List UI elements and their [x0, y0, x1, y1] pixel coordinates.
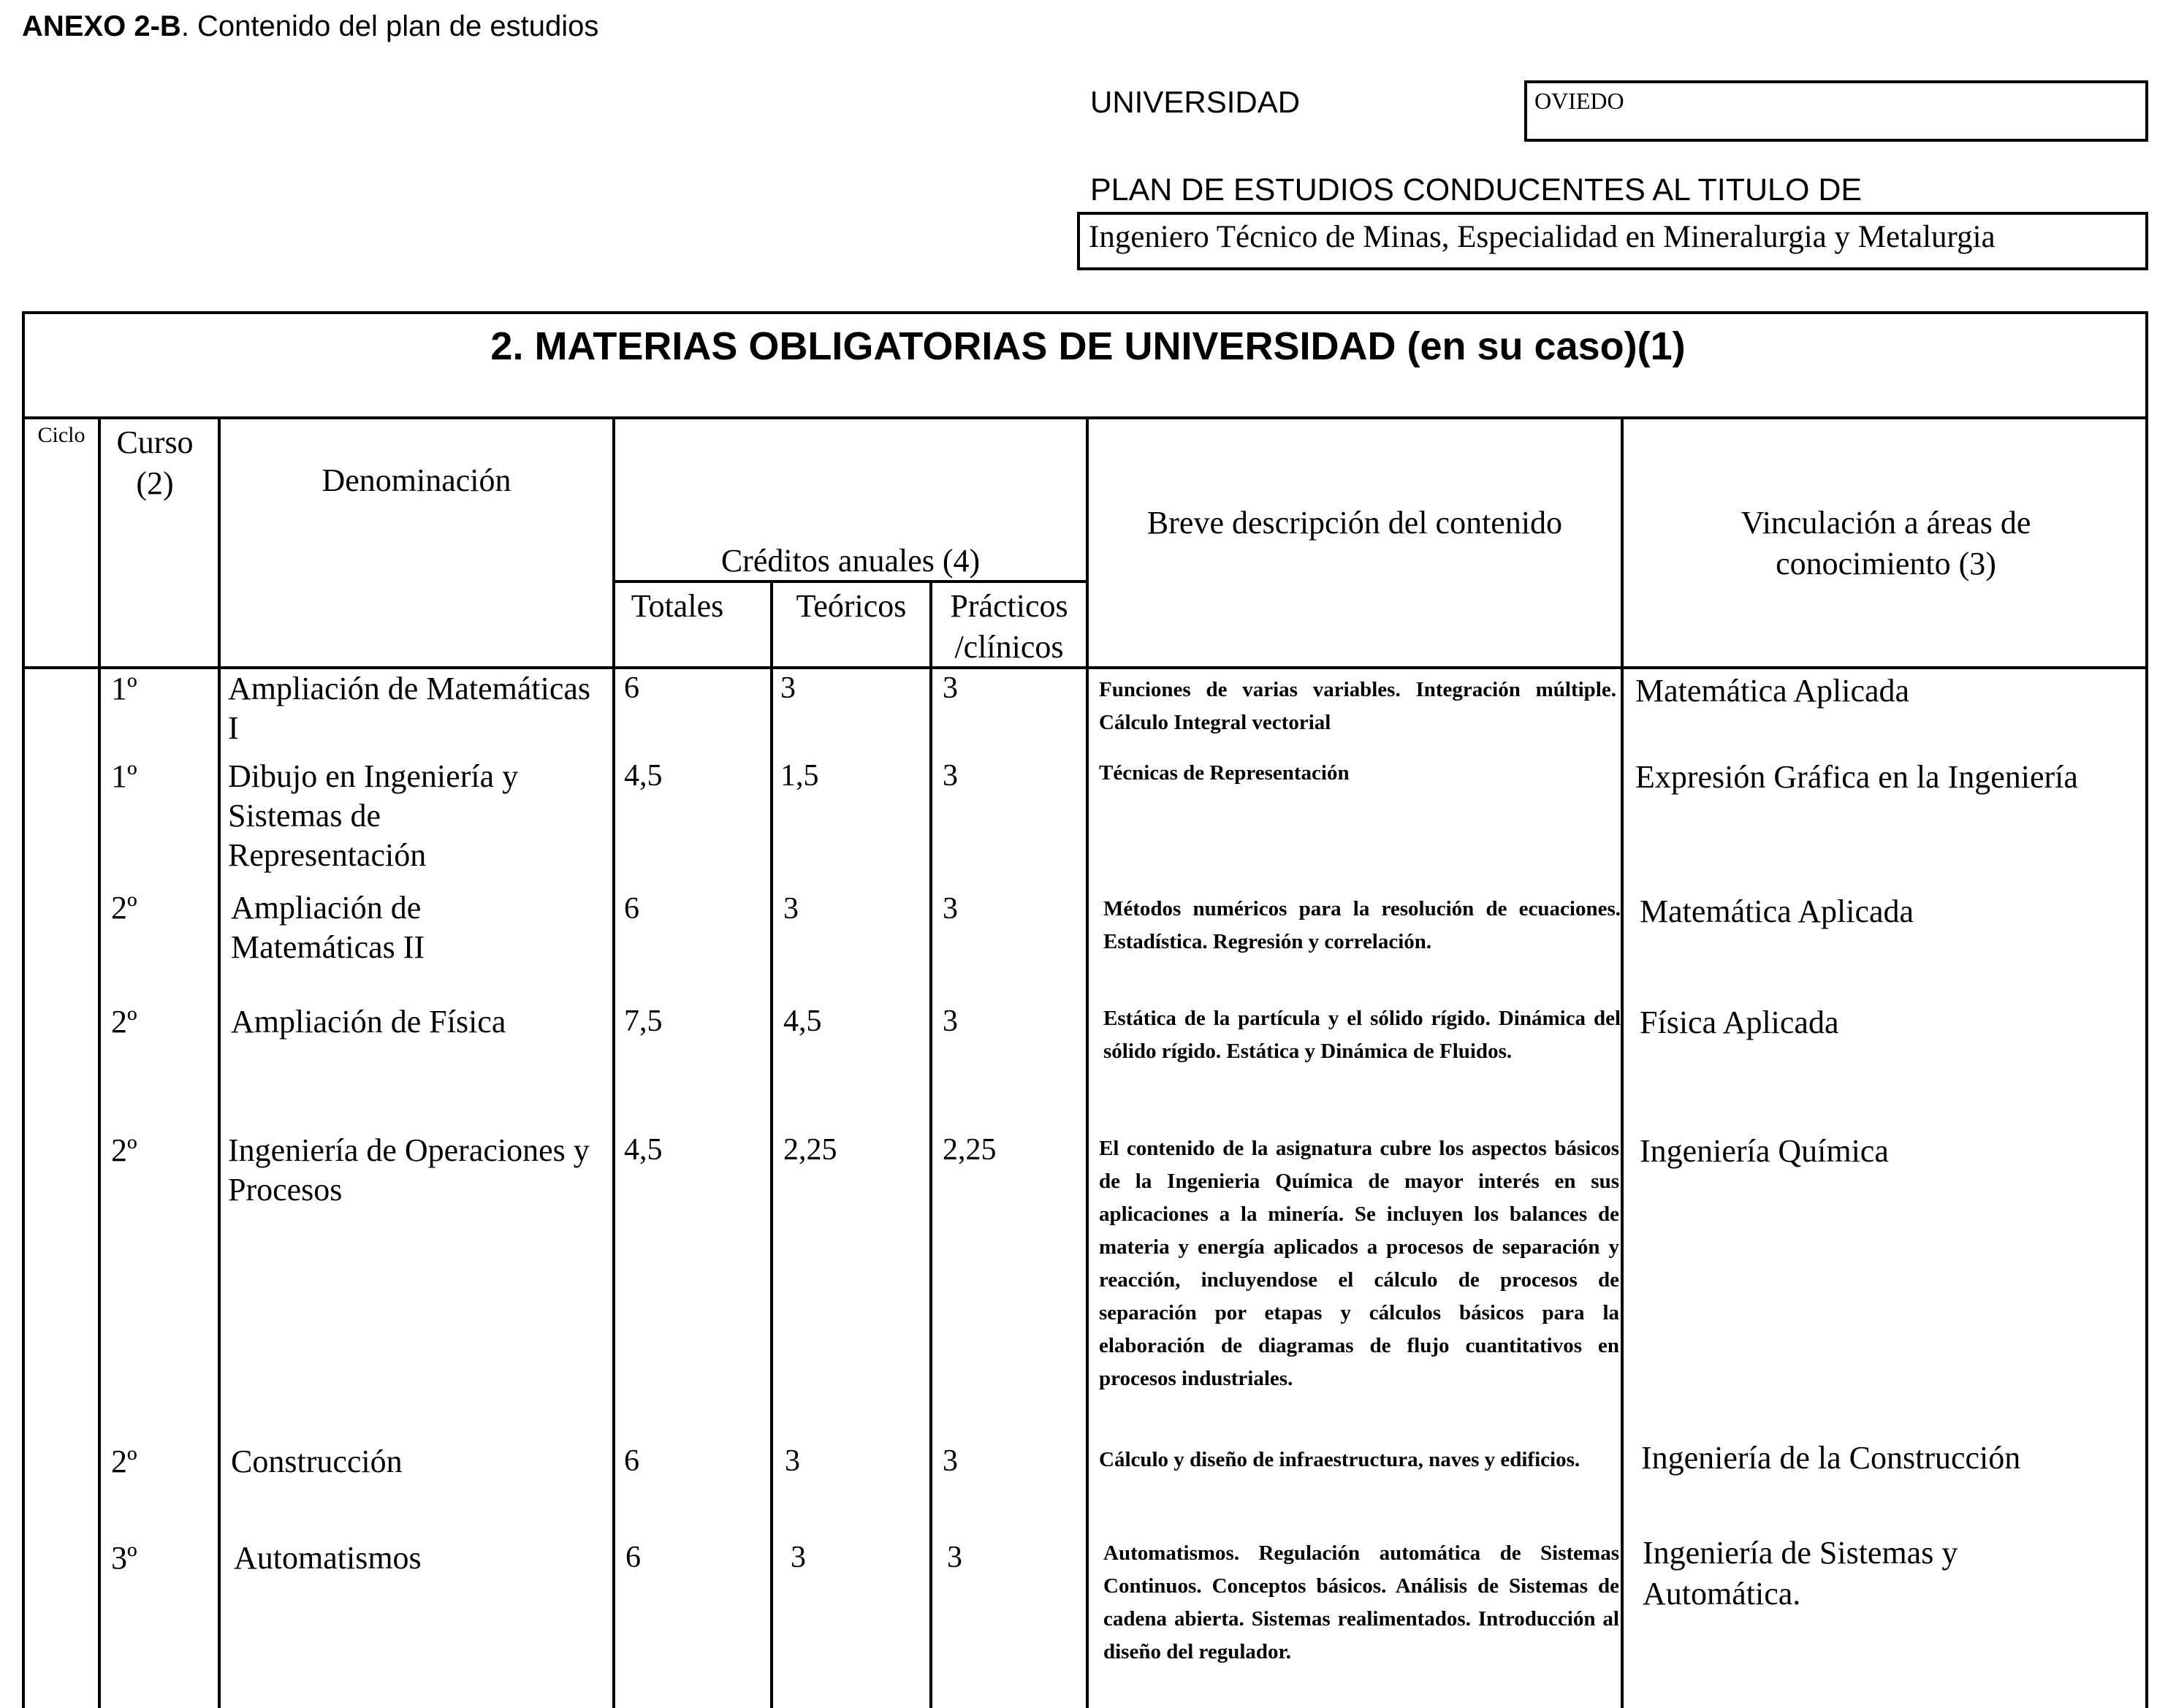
row2-curso: 1º [111, 758, 137, 794]
annex-title [22, 10, 598, 43]
header-totales: Totales [631, 588, 724, 624]
row1-area: Matemática Aplicada [1635, 673, 1910, 709]
university-value: OVIEDO [1534, 88, 1624, 114]
row5-totales: 4,5 [624, 1133, 663, 1167]
row4-descripcion: Estática de la partícula y el sólido rígido. Dinámica del sólido rígido. Estática y Dinámica de Fluidos. [1103, 1007, 1621, 1063]
header-vinculacion: Vinculación a áreas de conocimiento (3) [1741, 505, 2031, 582]
header-creditos: Créditos anuales (4) [720, 543, 981, 579]
row5-practicos: 2,25 [943, 1133, 997, 1167]
col-divider-ciclo [98, 418, 101, 1708]
row7-area: Ingeniería de Sistemas y Automática. [1643, 1535, 1958, 1612]
row5-teoricos: 2,25 [783, 1133, 837, 1167]
row7-curso: 3º [111, 1540, 137, 1576]
header-denominacion: Denominación [322, 462, 511, 498]
row5-descripcion: El contenido de la asignatura cubre los aspectos básicos de la Ingenieria Química de mayor interés en sus aplicaciones a la minería. Se incluyen los balances de materia y energía aplicados a procesos de separación y reacción, incluyendose el cálculo de procesos de separación por etapas y cálculos básicos para la elaboración de diagramas de flujo cuantitativos en procesos industriales. [1099, 1137, 1619, 1390]
title-divider [22, 416, 2148, 419]
row6-denominacion: Construcción [231, 1444, 403, 1479]
annex-number: ANEXO 2-B [22, 10, 181, 42]
section-title: 2. MATERIAS OBLIGATORIAS DE UNIVERSIDAD (en su caso)(1) [490, 324, 1686, 368]
plan-field [1077, 212, 2148, 270]
row6-totales: 6 [624, 1444, 639, 1478]
col-divider-totales [770, 580, 773, 1708]
row1-teoricos: 3 [780, 671, 796, 705]
row4-totales: 7,5 [624, 1004, 663, 1038]
row7-practicos: 3 [947, 1541, 962, 1574]
col-divider-practicos [1086, 418, 1089, 1708]
row1-totales: 6 [624, 671, 639, 705]
row3-descripcion: Métodos numéricos para la resolución de ecuaciones. Estadística. Regresión y correlación. [1103, 897, 1621, 953]
row3-teoricos: 3 [783, 892, 799, 926]
university-label: UNIVERSIDAD [1090, 85, 1301, 119]
row4-practicos: 3 [943, 1004, 958, 1038]
row1-denominacion: Ampliación de Matemáticas I [228, 671, 591, 746]
header-descripcion: Breve descripción del contenido [1146, 505, 1563, 541]
col-divider-descripcion [1621, 418, 1624, 1708]
row3-totales: 6 [624, 892, 639, 926]
col-divider-teoricos [929, 580, 932, 1708]
row3-denominacion: Ampliación de Matemáticas II [231, 890, 425, 965]
row3-practicos: 3 [943, 892, 958, 926]
row6-curso: 2º [111, 1444, 137, 1479]
row2-totales: 4,5 [624, 759, 663, 793]
row7-denominacion: Automatismos [234, 1540, 422, 1576]
row2-practicos: 3 [943, 759, 958, 793]
row6-teoricos: 3 [785, 1444, 800, 1478]
row1-curso: 1º [111, 671, 137, 706]
annex-subtitle: . Contenido del plan de estudios [180, 10, 599, 42]
header-practicos: Prácticos /clínicos [950, 588, 1068, 665]
header-teoricos: Teóricos [796, 588, 907, 624]
row6-practicos: 3 [943, 1444, 958, 1478]
row1-descripcion: Funciones de varias variables. Integración múltiple. Cálculo Integral vectorial [1099, 678, 1616, 734]
row6-descripcion: Cálculo y diseño de infraestructura, naves y edificios. [1099, 1448, 1580, 1471]
row2-denominacion: Dibujo en Ingeniería y Sistemas de Representación [228, 758, 519, 873]
plan-label: PLAN DE ESTUDIOS CONDUCENTES AL TITULO DE [1090, 172, 1863, 207]
row5-denominacion: Ingeniería de Operaciones y Procesos [228, 1132, 590, 1208]
row4-curso: 2º [111, 1004, 137, 1040]
row5-curso: 2º [111, 1132, 137, 1168]
row4-area: Física Aplicada [1640, 1004, 1839, 1040]
header-curso: Curso (2) [116, 424, 194, 501]
col-divider-curso [218, 418, 221, 1708]
row5-area: Ingeniería Química [1640, 1133, 1889, 1169]
row4-teoricos: 4,5 [783, 1004, 822, 1038]
row3-curso: 2º [111, 890, 137, 926]
header-ciclo: Ciclo [37, 423, 85, 447]
row7-descripcion: Automatismos. Regulación automática de Sistemas Continuos. Conceptos básicos. Análisis de Sistemas de cadena abierta. Sistemas realimentados. Introducción al diseño del regulador. [1103, 1541, 1619, 1663]
row2-descripcion: Técnicas de Representación [1099, 761, 1350, 785]
row2-teoricos: 1,5 [780, 759, 819, 793]
row4-denominacion: Ampliación de Física [231, 1004, 506, 1040]
row6-area: Ingeniería de la Construcción [1641, 1440, 2021, 1476]
row2-area: Expresión Gráfica en la Ingeniería [1635, 759, 2078, 795]
row7-totales: 6 [625, 1541, 641, 1574]
row7-teoricos: 3 [791, 1541, 806, 1574]
plan-value: Ingeniero Técnico de Minas, Especialidad en Mineralurgia y Metalurgia [1089, 220, 1996, 254]
university-field [1524, 80, 2148, 142]
row1-practicos: 3 [943, 671, 958, 705]
row3-area: Matemática Aplicada [1640, 893, 1914, 929]
